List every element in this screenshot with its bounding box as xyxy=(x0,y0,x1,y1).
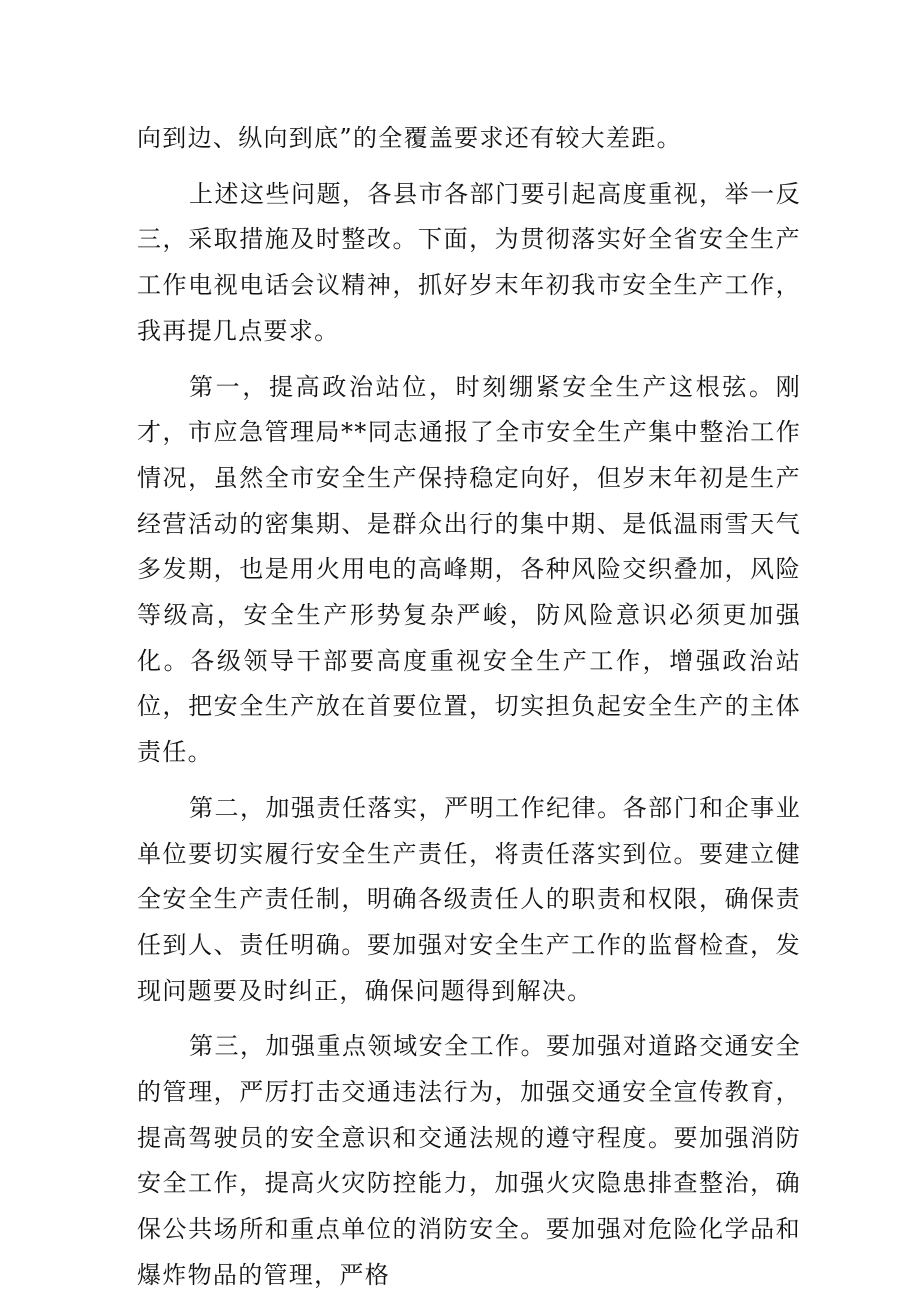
paragraph-point-three: 第三，加强重点领域安全工作。要加强对道路交通安全的管理，严厉打击交通违法行为，加强交通安全宣传教育，提高驾驶员的安全意识和交通法规的遵守程度。要加强消防安全工作，提高火灾防控能力，加强火灾隐患排查整治，确保公共场所和重点单位的消防安全。要加强对危险化学品和爆炸物品的管理，严格 xyxy=(137,1032,801,1289)
paragraph-point-two: 第二，加强责任落实，严明工作纪律。各部门和企事业单位要切实履行安全生产责任，将责任落实到位。要建立健全安全生产责任制，明确各级责任人的职责和权限，确保责任到人、责任明确。要加强对安全生产工作的监督检查，发现问题要及时纠正，确保问题得到解决。 xyxy=(137,793,801,1005)
paragraph-point-one: 第一，提高政治站位，时刻绷紧安全生产这根弦。刚才，市应急管理局**同志通报了全市安全生产集中整治工作情况，虽然全市安全生产保持稳定向好，但岁末年初是生产经营活动的密集期、是群众出行的集中期、是低温雨雪天气多发期，也是用火用电的高峰期，各种风险交织叠加，风险等级高，安全生产形势复杂严峻，防风险意识必须更加强化。各级领导干部要高度重视安全生产工作，增强政治站位，把安全生产放在首要位置，切实担负起安全生产的主体责任。 xyxy=(137,372,801,767)
paragraph-intro-requirements: 上述这些问题，各县市各部门要引起高度重视，举一反三，采取措施及时整改。下面，为贯彻落实好全省安全生产工作电视电话会议精神，抓好岁末年初我市安全生产工作，我再提几点要求。 xyxy=(137,179,801,345)
paragraph-continuation: 向到边、纵向到底”的全覆盖要求还有较大差距。 xyxy=(137,124,682,152)
document-body xyxy=(137,116,801,1299)
